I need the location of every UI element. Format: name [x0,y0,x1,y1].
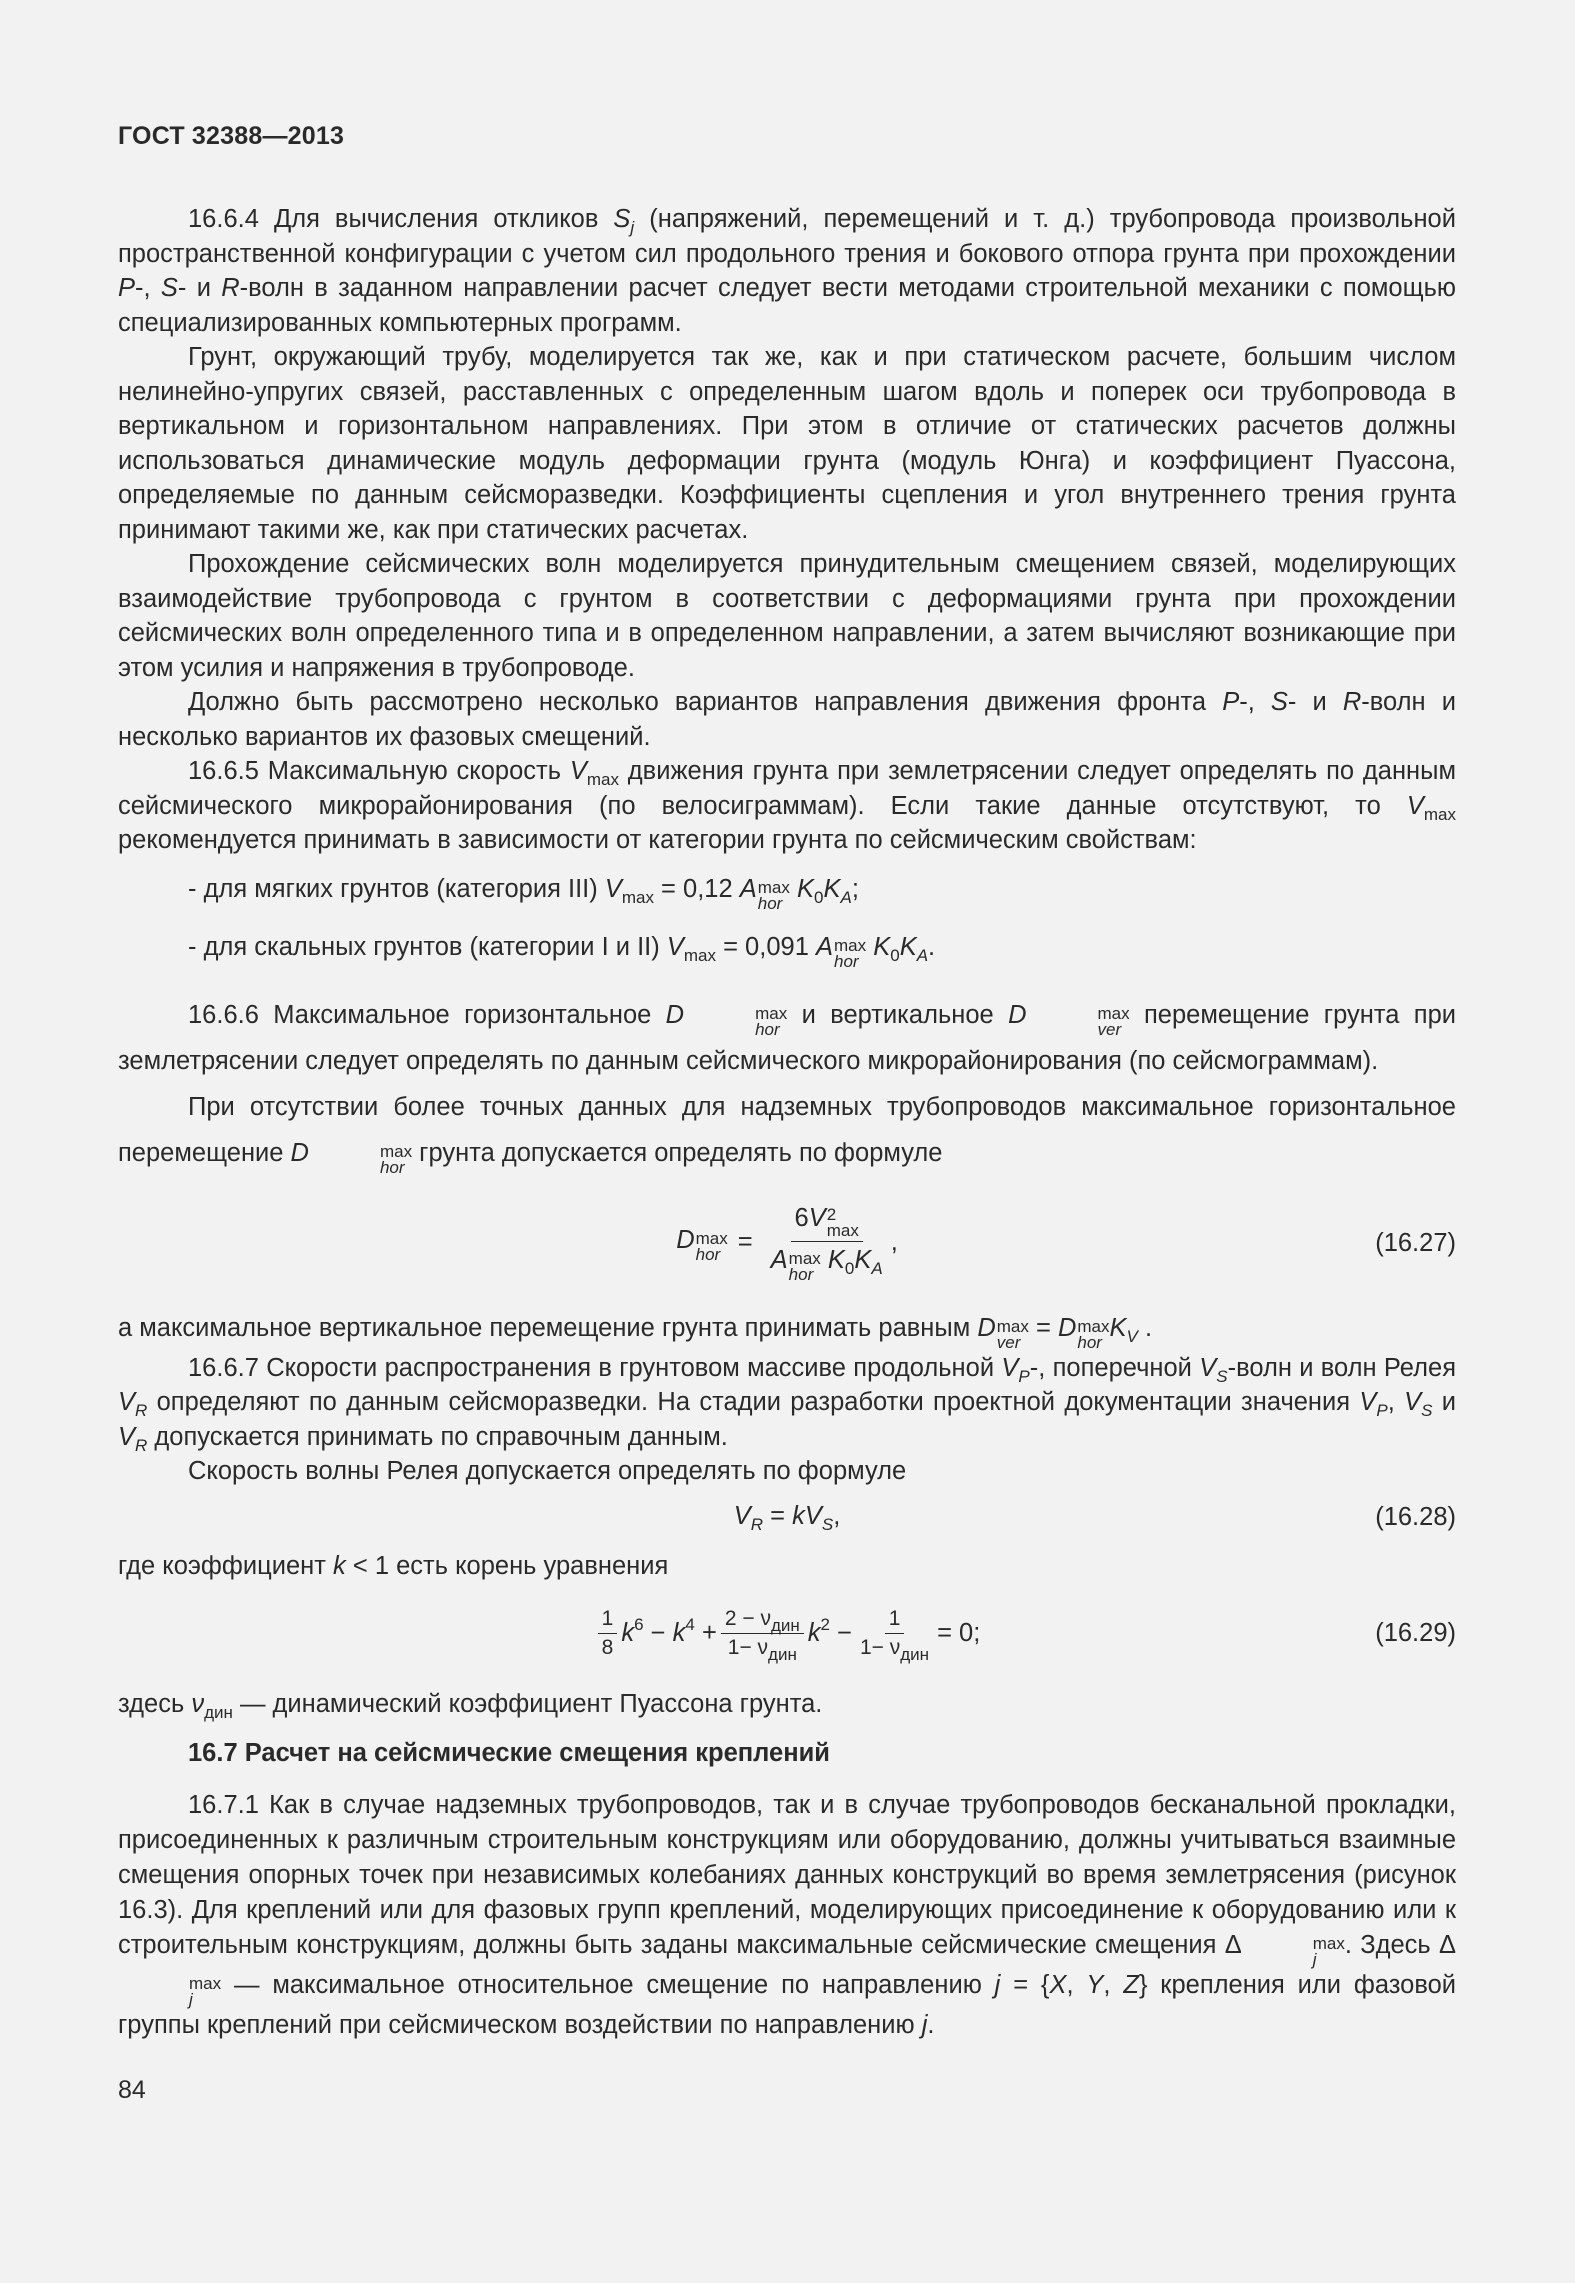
paragraph-rayleigh: Скорость волны Релея допускается определять по формуле [188,1457,907,1485]
formula-16-27-expression: D max hor = 6V 2 max A max hor $K_0K_A$ , [676,1204,898,1284]
formula-16-29-expression: $\frac{1}{8}$ $k^6 - k^4$ + $\frac{2 - \nu_{дин}}{1- \nu_{дин}}$ $k^2$ − $\frac{1}{1- \nu_{дин}}$ = 0; [118,1597,1456,1669]
paragraph-no-data: При отсутствии более точных данных для надземных трубопроводов максимальное горизонтальное перемещение D max hor грунта допускается определять по формуле [118,1092,1456,1177]
paragraph-16-6-5: 16.6.5 Максимальную скорость $V_{max}$ движения грунта при землетрясении следует определять по данным сейсмического микрорайонирования (по велосиграммам). Если такие данные отсутствуют, то $V_{max}$ рекомендуется принимать в зависимости от категории грунта по сейсмическим свойствам: [118,757,1456,854]
formula-16-27 [118,1198,1456,1288]
paragraph-16-6-7: 16.6.7 Скорости распространения в грунтовом массиве продольной $V_P-$, поперечной $V_S$-волн и волн Релея $V_R$ определяют по данным сейсморазведки. На стадии разработки проектной документации значения $V_P$, $V_S$ и $V_R$ допускается принимать по справочным данным. [118,1353,1456,1455]
formula-16-28 [118,1497,1456,1537]
paragraph-variants: Должно быть рассмотрено несколько вариантов направления движения фронта P-, S- и R-волн и несколько вариантов их фазовых смещений. [118,688,1456,751]
paragraph-16-6-6: 16.6.6 Максимальное горизонтальное D max hor и вертикальное D max ver перемещение грунта при землетрясении следует определять по данным сейсмического микрорайонирования (по сейсмограммам). [118,1000,1456,1075]
formula-16-27-fraction: 6V 2 max A max hor $K_0K_A$ [770,1204,883,1284]
formula-16-29 [118,1597,1456,1669]
paragraph-16-6-4: 16.6.4 Для вычисления откликов $S_j$ (напряжений, перемещений и т. д.) трубопровода произвольной пространственной конфигурации с учетом сил продольного трения и бокового отпора грунта при прохождении P-, S- и R-волн в заданном направлении расчет следует вести методами строительной механики с помощью специализированных компьютерных программ. [118,205,1456,337]
document-body [118,202,1456,2043]
paragraph-soil-model: Грунт, окружающий трубу, моделируется так же, как и при статическом расчете, большим числом нелинейно-упругих связей, расставленных с определенным шагом вдоль и поперек оси трубопровода в вертикальном и горизонтальном направлениях. При этом в отличие от статических расчетов должны использоваться динамические модуль деформации грунта (модуль Юнга) и коэффициент Пуассона, определяемые по данным сейсморазведки. Коэффициенты сцепления и угол внутреннего трения грунта принимают такими же, как при статических расчетах. [118,343,1456,544]
equation-number-16-28: (16.28) [1375,1502,1456,1531]
page-number: 84 [118,2076,146,2104]
list-item-soft-soil: - для мягких грунтов (категория III) $V_{max} = 0,12$ A max hor $K_0K_A$; [188,874,859,913]
paragraph-poisson: здесь $\nu_{дин}$ — динамический коэффициент Пуассона грунта. [118,1690,823,1722]
paragraph-coefficient-k: где коэффициент k < 1 есть корень уравнения [118,1551,669,1580]
paragraph-seismic-waves: Прохождение сейсмических волн моделируется принудительным смещением связей, моделирующих взаимодействие трубопровода с грунтом в соответствии с деформациями грунта при прохождении сейсмических волн определенного типа и в определенном направлении, а затем вычисляют возникающие при этом усилия и напряжения в трубопроводе. [118,550,1456,682]
list-item-rock-soil: - для скальных грунтов (категории I и II) $V_{max} = 0,091$ A max hor $K_0K_A$. [188,932,936,971]
equation-number-16-29: (16.29) [1375,1618,1456,1647]
paragraph-16-7-1: 16.7.1 Как в случае надземных трубопроводов, так и в случае трубопроводов бесканальной прокладки, присоединенных к различным строительным конструкциям или оборудованию, должны учитываться взаимные смещения опорных точек при независимых колебаниях данных конструкций во время землетрясения (рисунок 16.3). Для креплений или для фазовых групп креплений, моделирующих присоединение к оборудованию или к строительным конструкциям, должны быть заданы максимальные сейсмические смещения Δ max j . Здесь Δ max j — максимальное относительное смещение по направлению j = {X, Y, Z} крепления или фазовой группы креплений при сейсмическом воздействии по направлению j. [118,1791,1457,2039]
paragraph-vertical-displacement: а максимальное вертикальное перемещение грунта принимать равным D max ver = D max hor $K_V$ . [118,1313,1153,1352]
standard-code-header: ГОСТ 32388—2013 [118,122,345,150]
section-heading-16-7: 16.7 Расчет на сейсмические смещения креплений [188,1738,830,1767]
formula-16-28-expression: $V_R = kV_S$, [733,1502,841,1535]
equation-number-16-27: (16.27) [1375,1228,1456,1257]
